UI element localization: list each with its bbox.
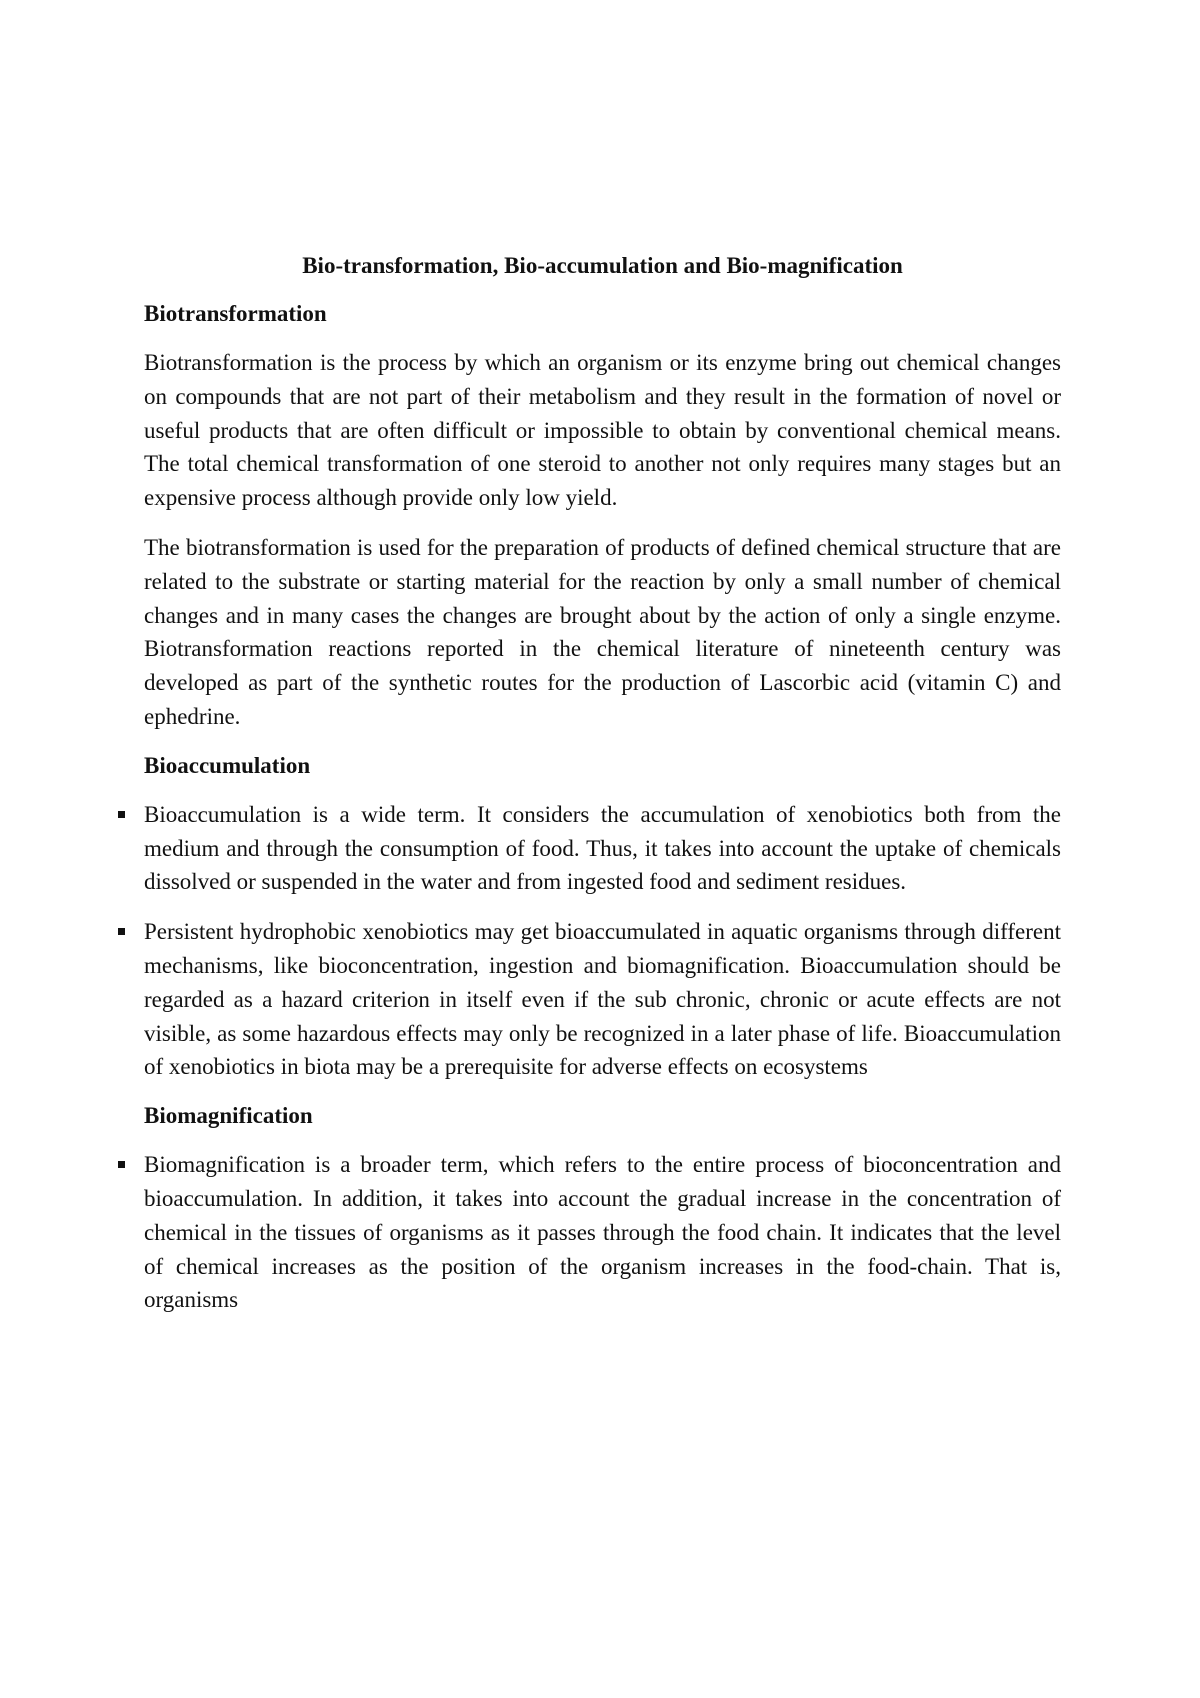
- bullet-text: Persistent hydrophobic xenobiotics may get bioaccumulated in aquatic organisms through different mechanisms, like bioconcentration, ingestion and biomagnification. Bioaccumulation should be regarded as a hazard criterion in itself even if the sub chronic, chronic or acute effects are not visible, as some hazardous effects may only be recognized in a later phase of life. Bioaccumulation of xenobiotics in biota may be a prerequisite for adverse effects on ecosystems: [144, 919, 1061, 1080]
- bullet-text: Biomagnification is a broader term, which refers to the entire process of bioconcentration and bioaccumulation. In addition, it takes into account the gradual increase in the concentration of chemical in the tissues of organisms as it passes through the food chain. It indicates that the level of chemical increases as the position of the organism increases in the food-chain. That is, organisms: [144, 1152, 1061, 1313]
- bullet-text: Bioaccumulation is a wide term. It considers the accumulation of xenobiotics both from the medium and through the consumption of food. Thus, it takes into account the uptake of chemicals dissolved or suspended in the water and from ingested food and sediment residues.: [144, 801, 1061, 895]
- section-heading-bioaccumulation: Bioaccumulation: [144, 752, 311, 778]
- bullet-list-bioaccumulation: [144, 798, 1061, 1084]
- bullet-item: [144, 1148, 1061, 1317]
- paragraph: Biotransformation is the process by which an organism or its enzyme bring out chemical changes on compounds that are not part of their metabolism and they result in the formation of novel or useful products that are often difficult or impossible to obtain by conventional chemical means. The total chemical transformation of one steroid to another not only requires many stages but an expensive process although provide only low yield.: [144, 350, 1061, 511]
- square-bullet-icon: [118, 928, 125, 935]
- square-bullet-icon: [118, 1161, 125, 1168]
- bullet-item: [144, 915, 1061, 1084]
- page-content: [144, 250, 1061, 1333]
- section-heading-biomagnification: Biomagnification: [144, 1103, 313, 1129]
- document-title: Bio-transformation, Bio-accumulation and Bio-magnification: [302, 253, 903, 278]
- paragraph: The biotransformation is used for the preparation of products of defined chemical structure that are related to the substrate or starting material for the reaction by only a small number of chemical changes and in many cases the changes are brought about by the action of only a single enzyme. Biotransformation reactions reported in the chemical literature of nineteenth century was developed as part of the synthetic routes for the production of Lascorbic acid (vitamin C) and ephedrine.: [144, 534, 1061, 729]
- bullet-list-biomagnification: [144, 1148, 1061, 1317]
- square-bullet-icon: [118, 811, 125, 818]
- section-heading-biotransformation: Biotransformation: [144, 301, 327, 326]
- bullet-item: [144, 798, 1061, 899]
